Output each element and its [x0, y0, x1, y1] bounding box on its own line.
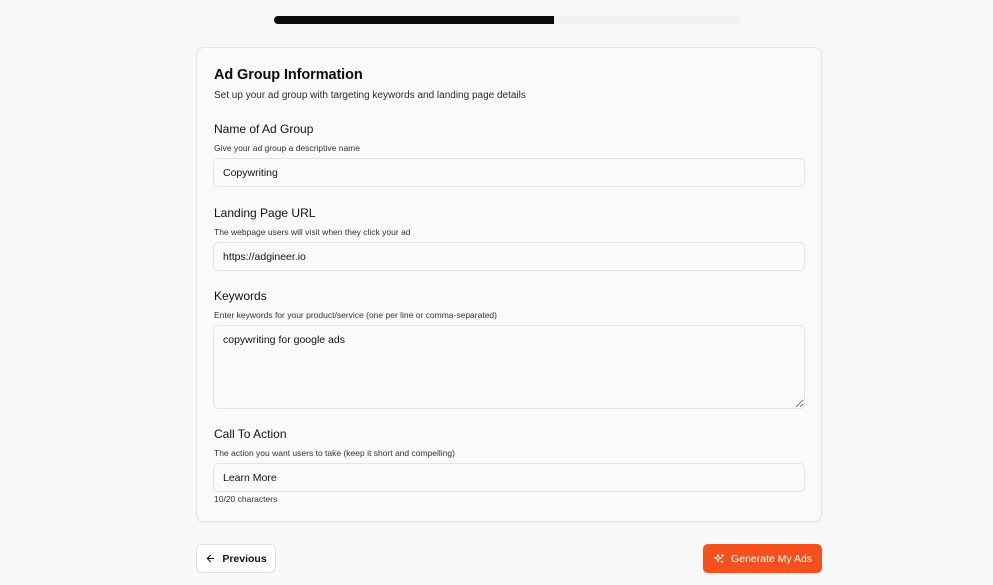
keywords-help: Enter keywords for your product/service (one per line or comma-separated) [214, 310, 497, 320]
ad-group-name-label: Name of Ad Group [214, 122, 314, 136]
generate-ads-button-label: Generate My Ads [730, 552, 813, 565]
sparkles-icon [713, 553, 725, 565]
ad-group-name-help: Give your ad group a descriptive name [214, 143, 360, 153]
progress-fill [274, 16, 554, 24]
ad-group-name-input[interactable] [213, 158, 805, 187]
cta-help: The action you want users to take (keep it short and compelling) [214, 448, 455, 458]
ad-group-card [196, 47, 822, 522]
progress-bar [274, 16, 740, 24]
keywords-label: Keywords [214, 289, 267, 303]
generate-ads-button[interactable] [703, 544, 822, 573]
previous-button-label: Previous [222, 552, 267, 565]
card-subtitle: Set up your ad group with targeting keywords and landing page details [214, 90, 526, 101]
cta-char-count: 10/20 characters [214, 494, 278, 504]
landing-url-input[interactable] [213, 242, 805, 271]
keywords-textarea[interactable] [213, 325, 805, 409]
arrow-left-icon [205, 553, 216, 564]
landing-url-help: The webpage users will visit when they click your ad [214, 227, 411, 237]
card-title: Ad Group Information [214, 67, 363, 83]
cta-input[interactable] [213, 463, 805, 492]
previous-button[interactable] [196, 544, 276, 573]
landing-url-label: Landing Page URL [214, 206, 316, 220]
cta-label: Call To Action [214, 427, 287, 441]
